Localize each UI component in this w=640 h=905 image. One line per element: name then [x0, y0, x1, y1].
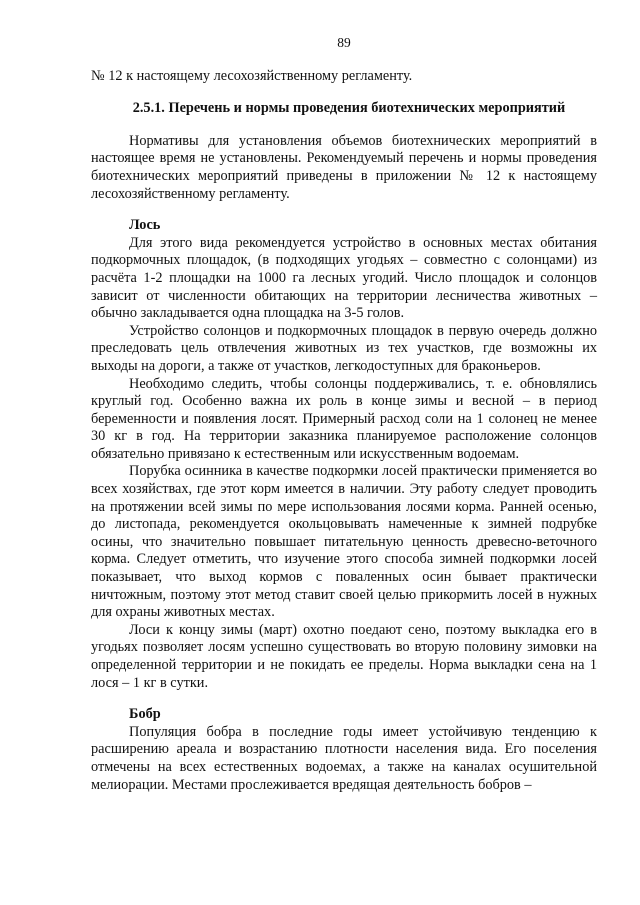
page-number: 89 [337, 35, 351, 50]
beaver-paragraph-1: Популяция бобра в последние годы имеет устойчивую тенденцию к расширению ареала и возрастанию плотности населения вида. Его поселения отмечены на всех естественных водоемах, а также на каналах осушительной мелиорации. Местами прослеживается вредящая деятельность бобров – [91, 723, 597, 793]
moose-heading: Лось [129, 217, 161, 234]
document-page [91, 34, 597, 794]
moose-paragraph-5: Лоси к концу зимы (март) охотно поедают сено, поэтому выкладка его в угодьях позволяет лосям успешно существовать во вторую половину зимовки на определенной территории и не покидать ее пределы. Норма выкладки сена на 1 лося – 1 кг в сутки. [91, 621, 597, 691]
moose-paragraph-4: Порубка осинника в качестве подкормки лосей практически применяется во всех хозяйствах, где этот корм имеется в наличии. Эту работу следует проводить на протяжении всей зимы по мере использования лосями корма. Ранней осенью, до листопада, рекомендуется окольцовывать намеченные к зимней подрубке осины, что значительно повышает питательную ценность древесно-веточного корма. Следует отметить, что изучение этого способа зимней подкормки лосей показывает, что выход кормов с поваленных осин бывает практически ничтожным, поэтому этот метод ставит своей целью прикормить лосей в нужных для охраны животных местах. [91, 463, 597, 621]
moose-paragraph-1: Для этого вида рекомендуется устройство в основных местах обитания подкормочных площадок, (в подходящих угодьях – совместно с солонцами) из расчёта 1-2 площадки на 1000 га лесных угодий. Число площадок и солонцов зависит от численности обитающих на территории лесничества животных – обычно закладывается одна площадка на 3-5 голов. [91, 234, 597, 322]
section-paragraph: Нормативы для установления объемов биотехнических мероприятий в настоящее время не установлены. Рекомендуемый перечень и нормы проведения биотехнических мероприятий приведены в приложении № 12 к настоящему лесохозяйственному регламенту. [91, 132, 597, 202]
intro-line: № 12 к настоящему лесохозяйственному регламенту. [91, 67, 413, 84]
section-title: 2.5.1. Перечень и нормы проведения биотехнических мероприятий [132, 100, 566, 117]
moose-paragraph-3: Необходимо следить, чтобы солонцы поддерживались, т. е. обновлялись круглый год. Особенно важна их роль в конце зимы и весной – в период беременности и появления лосят. Примерный расход соли на 1 солонец не менее 30 кг в год. На территории заказника планируемое расположение солонцов обязательно привязано к естественным или искусственным водоемам. [91, 375, 597, 462]
moose-paragraph-2: Устройство солонцов и подкормочных площадок в первую очередь должно преследовать цель отвлечения животных из тех участков, где возможны их выходы на дороги, а также от участков, легкодоступных для браконьеров. [91, 322, 597, 374]
beaver-heading: Бобр [129, 706, 161, 723]
